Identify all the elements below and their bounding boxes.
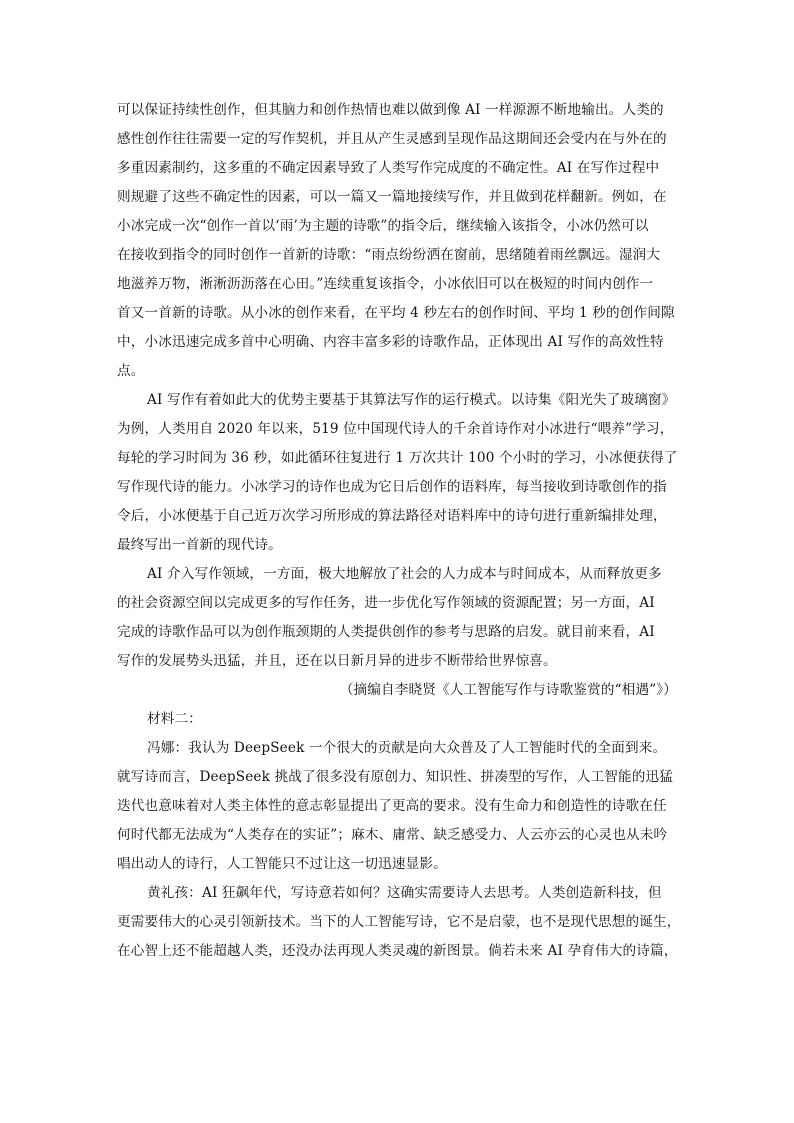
text-line: 在心智上还不能超越人类，还没办法再现人类灵魂的新图景。倘若未来 AI 孕育伟大的诗篇， <box>117 943 678 959</box>
text-line: 写作的发展势头迅猛，并且，还在以日新月异的进步不断带给世界惊喜。 <box>117 653 557 669</box>
paragraph-start-line: 冯娜：我认为 DeepSeek 一个很大的贡献是向大众普及了人工智能时代的全面到来。 <box>147 740 667 756</box>
text-line: 感性创作往往需要一定的写作契机，并且从产生灵感到呈现作品这期间还会受内在与外在的 <box>117 131 667 147</box>
source-citation: （摘编自李晓贤《人工智能写作与诗歌鉴赏的“相遇”》） <box>339 682 677 698</box>
text-line: 最终写出一首新的现代诗。 <box>117 537 282 553</box>
text-line: 何时代都无法成为“人类存在的实证”；麻木、庸常、缺乏感受力、人云亦云的心灵也从未吟 <box>117 827 668 843</box>
text-line: 迭代也意味着对人类主体性的意志彰显提出了更高的要求。没有生命力和创造性的诗歌在任 <box>117 798 667 814</box>
text-line: 唱出动人的诗行，人工智能只不过让这一切迅速显影。 <box>117 856 447 872</box>
text-line: 在接收到指令的同时创作一首新的诗歌：“雨点纷纷洒在窗前，思绪随着雨丝飘远。湿润大 <box>117 247 661 263</box>
text-line: 多重因素制约，这多重的不确定因素导致了人类写作完成度的不确定性。AI 在写作过程中 <box>117 160 660 176</box>
text-line: 更需要伟大的心灵引领新技术。当下的人工智能写诗，它不是启蒙，也不是现代思想的诞生， <box>117 914 681 930</box>
text-line: 首又一首新的诗歌。从小冰的创作来看，在平均 4 秒左右的创作时间、平均 1 秒的创作间隙 <box>117 305 675 321</box>
text-line: 为例，人类用自 2020 年以来，519 位中国现代诗人的千余首诗作对小冰进行“喂养”学习， <box>117 421 674 437</box>
text-line: 每轮的学习时间为 36 秒，如此循环往复进行 1 万次共计 100 个小时的学习，小冰便获得了 <box>117 450 678 466</box>
text-line: 的社会资源空间以完成更多的写作任务，进一步优化写作领域的资源配置；另一方面，AI <box>117 595 655 611</box>
text-line: 写作现代诗的能力。小冰学习的诗作也成为它日后创作的语料库，每当接收到诗歌创作的指 <box>117 479 667 495</box>
text-line: 令后，小冰便基于自己近万次学习所形成的算法路径对语料库中的诗句进行重新编排处理， <box>117 508 667 524</box>
paragraph-start-line: AI 写作有着如此大的优势主要基于其算法写作的运行模式。以诗集《阳光失了玻璃窗》 <box>147 392 676 408</box>
text-line: 则规避了这些不确定性的因素，可以一篇又一篇地接续写作，并且做到花样翻新。例如，在 <box>117 189 667 205</box>
text-line: 可以保证持续性创作，但其脑力和创作热情也难以做到像 AI 一样源源不断地输出。人类的 <box>117 102 664 118</box>
text-line: 小冰完成一次“创作一首以‘雨’为主题的诗歌”的指令后，继续输入该指令，小冰仍然可以 <box>117 218 649 234</box>
text-line: 点。 <box>117 363 145 379</box>
section-heading: 材料二： <box>147 711 202 727</box>
paragraph-start-line: AI 介入写作领域，一方面，极大地解放了社会的人力成本与时间成本，从而释放更多 <box>147 566 662 582</box>
paragraph-start-line: 黄礼孩：AI 狂飙年代，写诗意若如何？这确实需要诗人去思考。人类创造新科技，但 <box>147 885 662 901</box>
text-line: 中，小冰迅速完成多首中心明确、内容丰富多彩的诗歌作品，正体现出 AI 写作的高效性特 <box>117 334 664 350</box>
text-line: 地滋养万物，淅淅沥沥落在心田。”连续重复该指令，小冰依旧可以在极短的时间内创作一 <box>117 276 654 292</box>
document-page <box>117 96 679 966</box>
text-line: 完成的诗歌作品可以为创作瓶颈期的人类提供创作的参考与思路的启发。就目前来看，AI <box>117 624 655 640</box>
text-line: 就写诗而言，DeepSeek 挑战了很多没有原创力、知识性、拼凑型的写作，人工智能的迅猛 <box>117 769 674 785</box>
